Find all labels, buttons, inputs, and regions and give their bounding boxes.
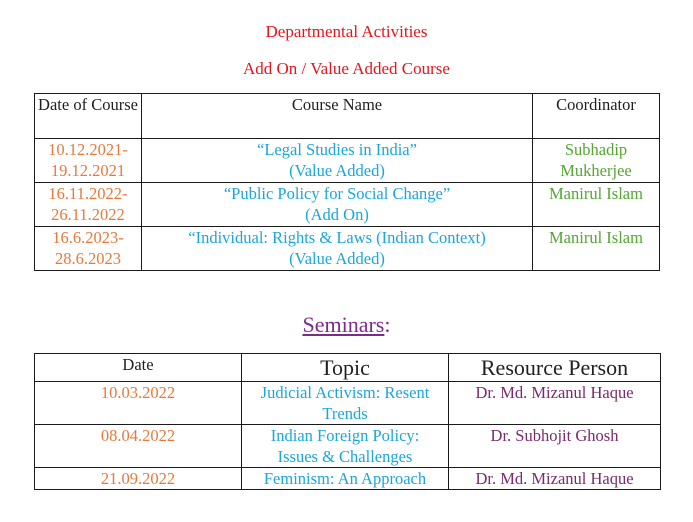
- seminar-date: 10.03.2022: [35, 382, 242, 425]
- course-name: “Public Policy for Social Change” (Add On): [142, 183, 533, 227]
- course-coordinator: Manirul Islam: [533, 183, 660, 227]
- seminar-topic: Indian Foreign Policy: Issues & Challenges: [242, 425, 449, 468]
- seminar-resource-person: Dr. Md. Mizanul Haque: [449, 382, 661, 425]
- course-coordinator: Subhadip Mukherjee: [533, 139, 660, 183]
- seminar-topic: Feminism: An Approach: [242, 468, 449, 490]
- header-date-of-course: Date of Course: [35, 94, 142, 139]
- course-name: “Individual: Rights & Laws (Indian Context) (Value Added): [142, 227, 533, 271]
- seminar-topic: Judicial Activism: Resent Trends: [242, 382, 449, 425]
- course-name: “Legal Studies in India” (Value Added): [142, 139, 533, 183]
- table-row: [35, 468, 661, 490]
- header-coordinator: Coordinator: [533, 94, 660, 139]
- seminars-table: [34, 353, 661, 490]
- table-row: [35, 227, 660, 271]
- course-date: 10.12.2021- 19.12.2021: [35, 139, 142, 183]
- header-topic: Topic: [242, 354, 449, 382]
- seminar-resource-person: Dr. Subhojit Ghosh: [449, 425, 661, 468]
- course-coordinator: Manirul Islam: [533, 227, 660, 271]
- seminar-date: 08.04.2022: [35, 425, 242, 468]
- header-resource-person: Resource Person: [449, 354, 661, 382]
- page-subtitle: Add On / Value Added Course: [243, 59, 450, 78]
- courses-header-row: [35, 94, 660, 139]
- seminar-date: 21.09.2022: [35, 468, 242, 490]
- seminars-header-row: [35, 354, 661, 382]
- table-row: [35, 139, 660, 183]
- course-date: 16.6.2023- 28.6.2023: [35, 227, 142, 271]
- course-date: 16.11.2022- 26.11.2022: [35, 183, 142, 227]
- header-date: Date: [35, 354, 242, 382]
- seminars-heading: Seminars:: [302, 312, 391, 337]
- table-row: [35, 183, 660, 227]
- page-title: Departmental Activities: [265, 22, 428, 41]
- courses-table: [34, 93, 660, 271]
- header-course-name: Course Name: [142, 94, 533, 139]
- table-row: [35, 382, 661, 425]
- table-row: [35, 425, 661, 468]
- seminar-resource-person: Dr. Md. Mizanul Haque: [449, 468, 661, 490]
